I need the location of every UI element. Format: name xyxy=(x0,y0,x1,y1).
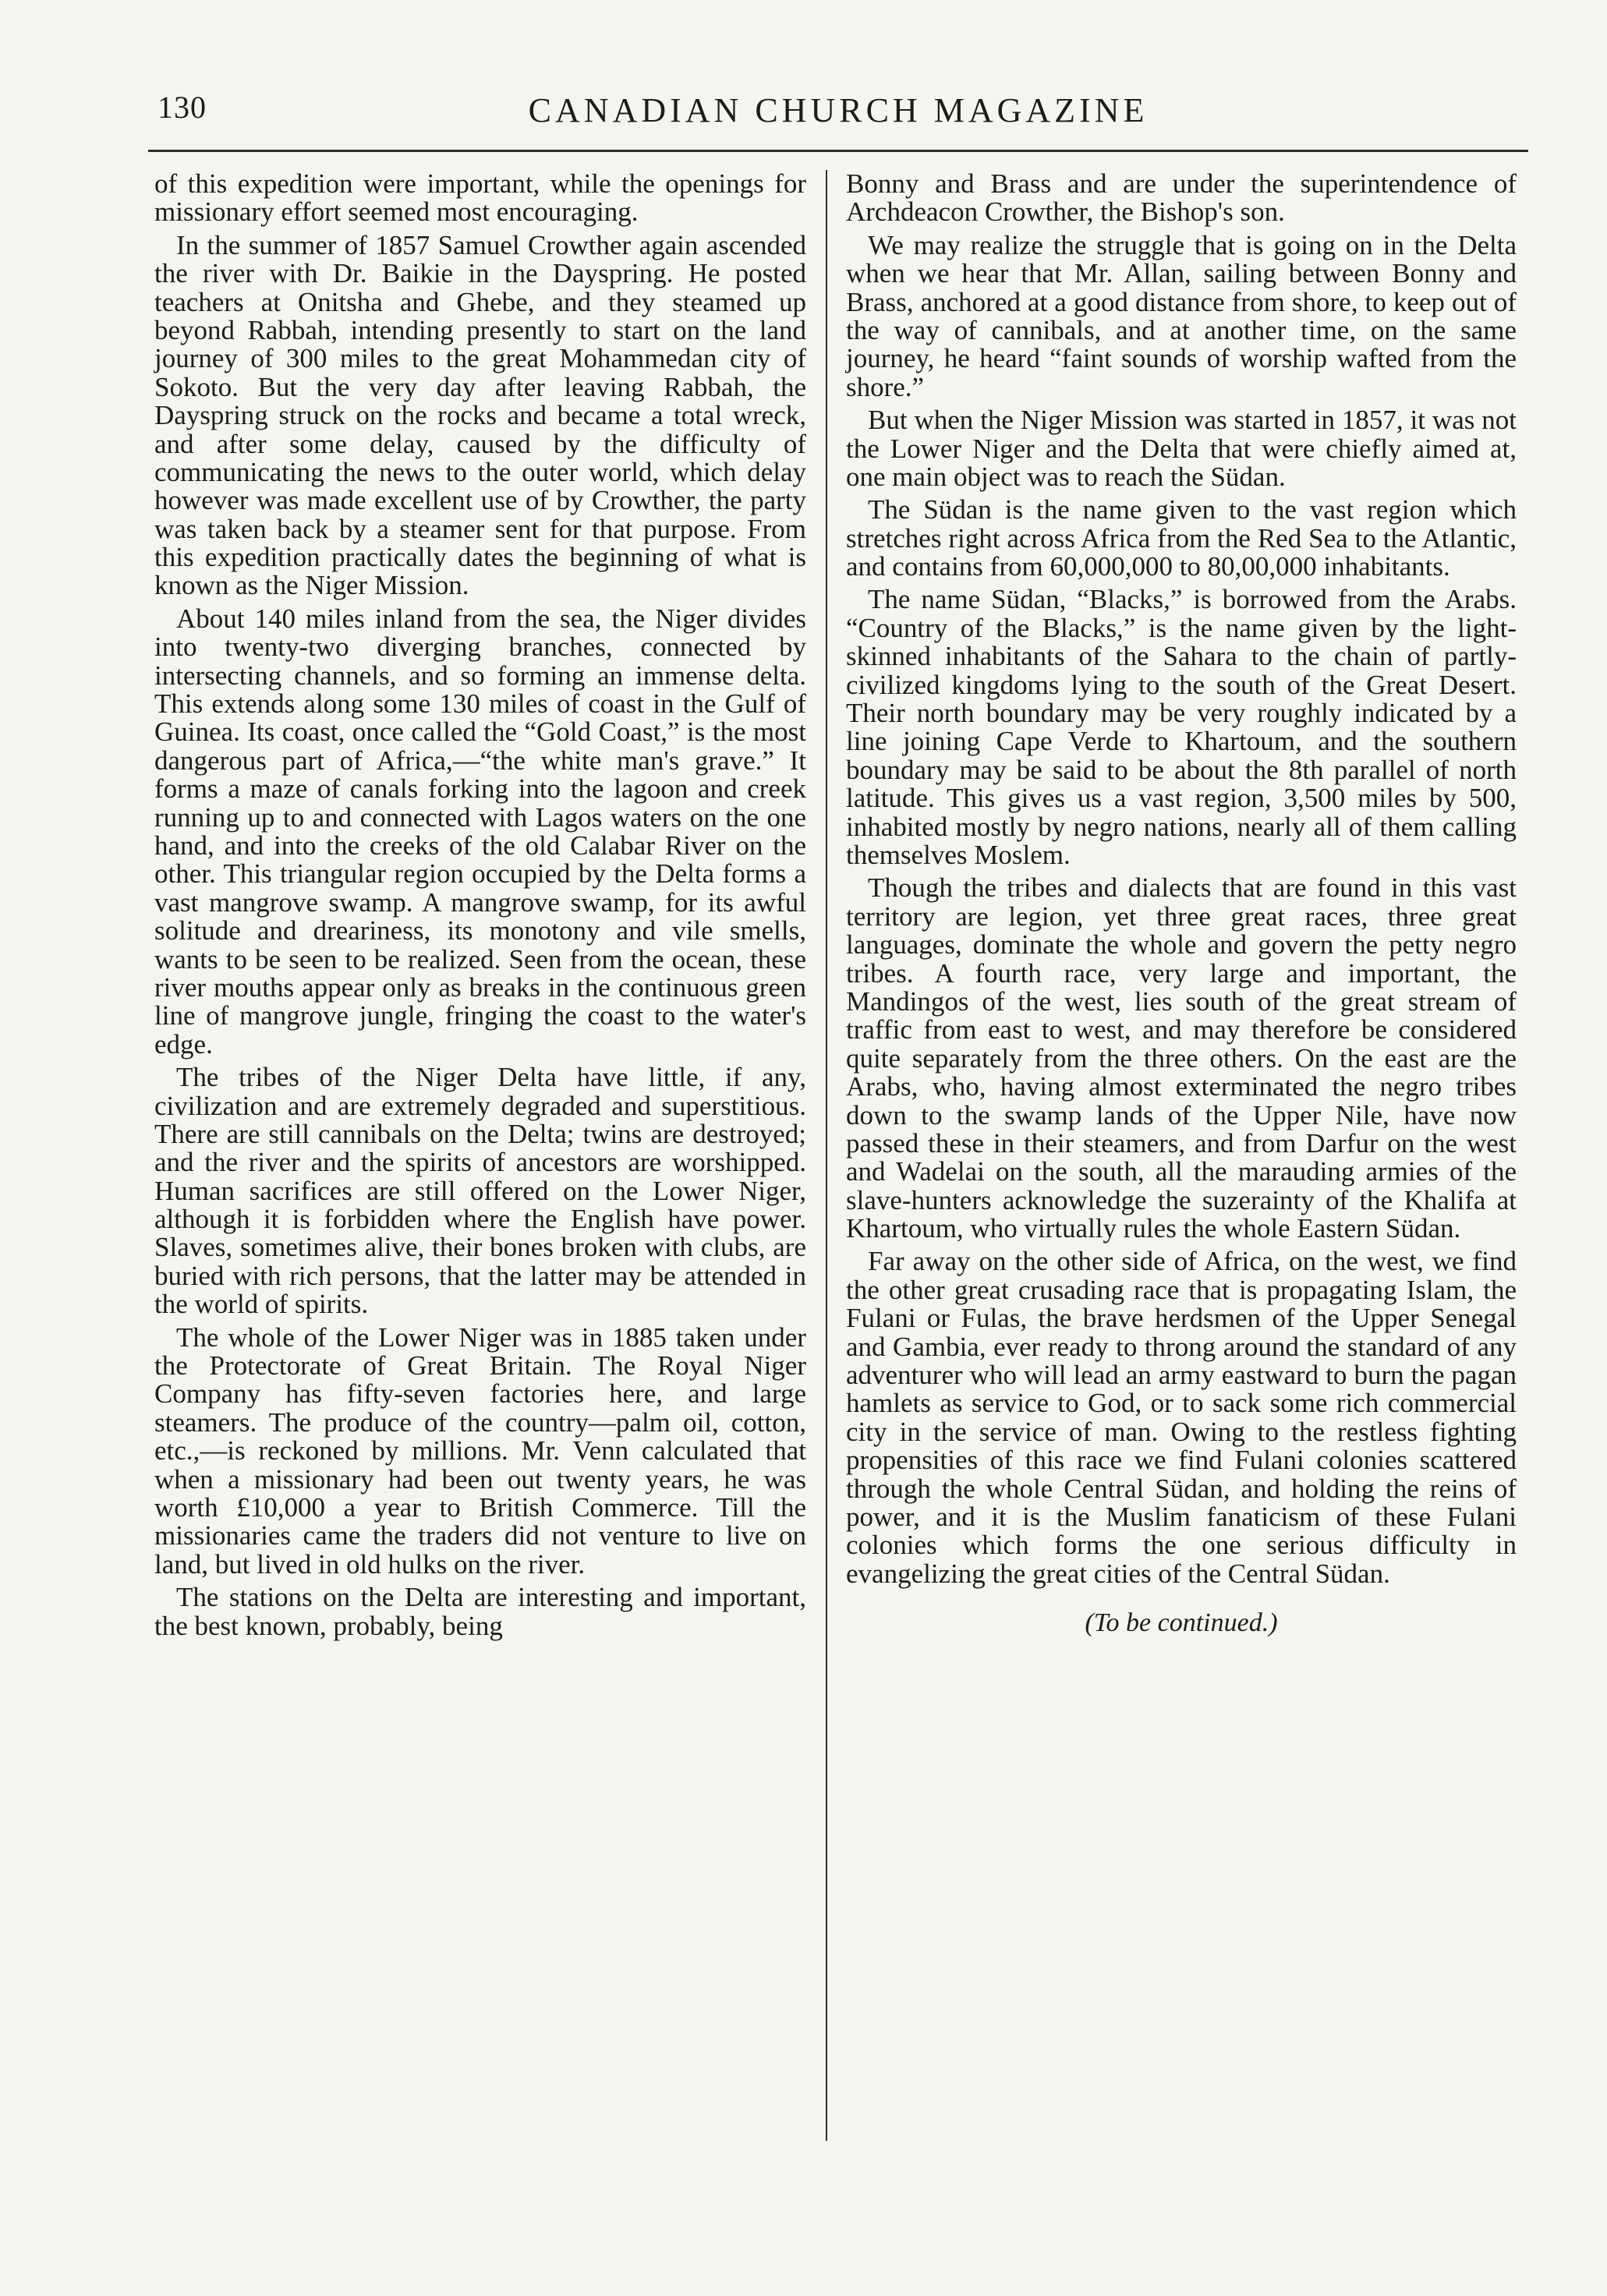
left-paragraph-2: In the summer of 1857 Samuel Crowther again ascended the river with Dr. Baikie in the Dayspring. He posted teachers at Onitsha and Ghebe, and they steamed up beyond Rabbah, intending presently to start on the land journey of 300 miles to the great Mohammedan city of Sokoto. But the very day after leaving Rabbah, the Dayspring struck on the rocks and became a total wreck, and after some delay, caused by the difficulty of communicating the news to the outer world, which delay however was made excellent use of by Crowther, the party was taken back by a steamer sent for that purpose. From this expedition practically dates the beginning of what is known as the Niger Mission. xyxy=(154,229,806,601)
right-paragraph-7: Far away on the other side of Africa, on the west, we find the other great crusading race that is propagating Islam, the Fulani or Fulas, the brave herdsmen of the Upper Senegal and Gambia, ever ready to throng around the standard of any adventurer who will lead an army eastward to burn the pagan hamlets as service to God, or to sack some rich commercial city in the service of man. Owing to the restless fighting propensities of this race we find Fulani colonies scattered through the whole Central Südan, and holding the reins of power, and it is the Muslim fanaticism of these Fulani colonies which forms the one serious difficulty in evangelizing the great cities of the Central Südan. xyxy=(846,1246,1517,1589)
running-title: CANADIAN CHURCH MAGAZINE xyxy=(528,91,1149,129)
left-paragraph-4: The tribes of the Niger Delta have little, if any, civilization and are extremely degraded and superstitious. There are still cannibals on the Delta; twins are destroyed; and the river and the spirits of ancestors are worshipped. Human sacrifices are still offered on the Lower Niger, although it is forbidden where the English have power. Slaves, sometimes alive, their bones broken with clubs, are buried with rich persons, that the latter may be attended in the world of spirits. xyxy=(154,1062,806,1320)
right-paragraph-1: Bonny and Brass and are under the superintendence of Archdeacon Crowther, the Bishop's son. xyxy=(846,168,1517,228)
right-paragraph-2: We may realize the struggle that is going on in the Delta when we hear that Mr. Allan, sailing between Bonny and Brass, anchored at a good distance from shore, to keep out of the way of cannibals, and at another time, on the same journey, he heard “faint sounds of worship wafted from the shore.” xyxy=(846,229,1517,402)
header-rule xyxy=(148,150,1528,152)
right-paragraph-3: But when the Niger Mission was started in 1857, it was not the Lower Niger and the Delta that were chiefly aimed at, one main object was to reach the Südan. xyxy=(846,405,1517,492)
left-paragraph-6: The stations on the Delta are interesting and important, the best known, probably, being xyxy=(154,1582,806,1641)
right-column xyxy=(846,170,1517,1636)
left-column xyxy=(154,170,806,1645)
right-paragraph-5: The name Südan, “Blacks,” is borrowed from the Arabs. “Country of the Blacks,” is the name given by the light-skinned inhabitants of the Sahara to the chain of partly-civilized kingdoms lying to the south of the Great Desert. Their north boundary may be very roughly indicated by a line joining Cape Verde to Khartoum, and the southern boundary may be said to be about the 8th parallel of north latitude. This gives us a vast region, 3,500 miles by 500, inhabited mostly by negro nations, nearly all of them calling themselves Moslem. xyxy=(846,584,1517,870)
right-paragraph-4: The Südan is the name given to the vast region which stretches right across Africa from the Red Sea to the Atlantic, and contains from 60,000,000 to 80,00,000 inhabitants. xyxy=(846,494,1517,582)
column-divider xyxy=(826,170,827,2141)
page-number: 130 xyxy=(158,90,207,125)
left-paragraph-5: The whole of the Lower Niger was in 1885 taken under the Protectorate of Great Britain. The Royal Niger Company has fifty-seven factories here, and large steamers. The produce of the country—palm oil, cotton, etc.,—is reckoned by millions. Mr. Venn calculated that when a missionary had been out twenty years, he was worth £10,000 a year to British Commerce. Till the missionaries came the traders did not venture to live on land, but lived in old hulks on the river. xyxy=(154,1321,806,1580)
left-paragraph-3: About 140 miles inland from the sea, the Niger divides into twenty-two diverging branches, connected by intersecting channels, and so forming an immense delta. This extends along some 130 miles of coast in the Gulf of Guinea. Its coast, once called the “Gold Coast,” is the most dangerous part of Africa,—“the white man's grave.” It forms a maze of canals forking into the lagoon and creek running up to and connected with Lagos waters on the one hand, and into the creeks of the old Calabar River on the other. This triangular region occupied by the Delta forms a vast mangrove swamp. A mangrove swamp, for its awful solitude and dreariness, its monotony and vile smells, wants to be seen to be realized. Seen from the ocean, these river mouths appear only as breaks in the continuous green line of mangrove jungle, fringing the coast to the water's edge. xyxy=(154,603,806,1060)
right-paragraph-6: Though the tribes and dialects that are found in this vast territory are legion, yet three great races, three great languages, dominate the whole and govern the petty negro tribes. A fourth race, very large and important, the Mandingos of the west, lies south of the great stream of traffic from east to west, and may therefore be considered quite separately from the three others. On the east are the Arabs, who, having almost exterminated the negro tribes down to the swamp lands of the Upper Nile, have now passed these in their steamers, and from Darfur on the west and Wadelai on the south, all the marauding armies of the slave-hunters acknowledge the suzerainty of the Khalifa at Khartoum, who virtually rules the whole Eastern Südan. xyxy=(846,872,1517,1244)
page-header xyxy=(148,92,1528,147)
continued-note: (To be continued.) xyxy=(1085,1608,1278,1638)
left-paragraph-1: of this expedition were important, while the openings for missionary effort seemed most encouraging. xyxy=(154,168,806,228)
